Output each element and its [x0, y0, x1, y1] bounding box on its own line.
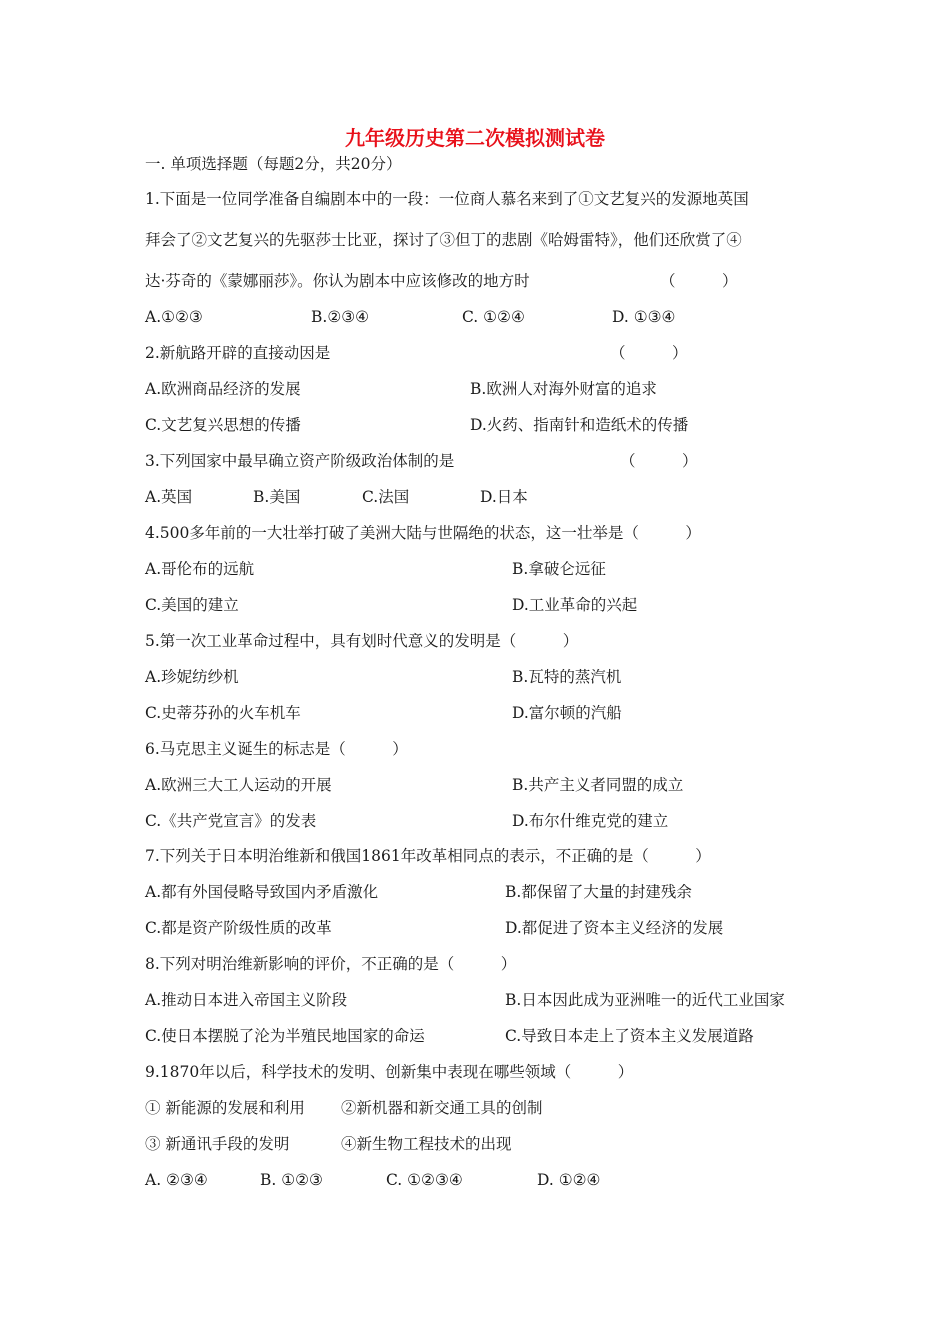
- question-stem: 6.马克思主义诞生的标志是（ ）: [145, 740, 408, 758]
- question-stem: 4.500多年前的一大壮举打破了美洲大陆与世隔绝的状态，这一壮举是（ ）: [145, 524, 701, 542]
- statement-item: ④新生物工程技术的出现: [341, 1135, 512, 1153]
- option-d: C.导致日本走上了资本主义发展道路: [505, 1027, 754, 1045]
- option-a: A.①②③: [145, 308, 203, 326]
- option-c: C. ①②③④: [386, 1171, 463, 1189]
- option-d: D.火药、指南针和造纸术的传播: [470, 416, 689, 434]
- question-stem: 拜会了②文艺复兴的先驱莎士比亚，探讨了③但丁的悲剧《哈姆雷特》，他们还欣赏了④: [145, 231, 742, 249]
- option-b: B.瓦特的蒸汽机: [512, 668, 622, 686]
- option-c: C.美国的建立: [145, 596, 239, 614]
- statement-item: ②新机器和新交通工具的创制: [341, 1099, 543, 1117]
- option-d: D. ①②④: [537, 1171, 601, 1189]
- option-a: A.欧洲商品经济的发展: [145, 380, 301, 398]
- option-c: C.史蒂芬孙的火车机车: [145, 704, 301, 722]
- question-stem: 8.下列对明治维新影响的评价，不正确的是（ ）: [145, 955, 517, 973]
- option-b: B. ①②③: [260, 1171, 323, 1189]
- section-heading: 一. 单项选择题（每题2分，共20分）: [145, 155, 402, 173]
- option-c: C.都是资产阶级性质的改革: [145, 919, 332, 937]
- option-c: C.使日本摆脱了沦为半殖民地国家的命运: [145, 1027, 425, 1045]
- answer-bracket: （ ）: [620, 452, 698, 470]
- option-a: A.推动日本进入帝国主义阶段: [145, 991, 348, 1009]
- option-d: D.富尔顿的汽船: [512, 704, 622, 722]
- question-stem: 3.下列国家中最早确立资产阶级政治体制的是: [145, 452, 455, 470]
- question-stem: 2.新航路开辟的直接动因是: [145, 344, 331, 362]
- statement-item: ③ 新通讯手段的发明: [145, 1135, 290, 1153]
- statement-item: ① 新能源的发展和利用: [145, 1099, 305, 1117]
- option-a: A. ②③④: [145, 1171, 208, 1189]
- option-c: C.文艺复兴思想的传播: [145, 416, 301, 434]
- option-b: B.日本因此成为亚洲唯一的近代工业国家: [505, 991, 785, 1009]
- option-b: B.拿破仑远征: [512, 560, 606, 578]
- option-c: C.法国: [362, 488, 410, 506]
- option-c: C. ①②④: [462, 308, 525, 326]
- answer-bracket: （ ）: [660, 272, 738, 290]
- option-d: D.日本: [480, 488, 528, 506]
- option-b: B.②③④: [311, 308, 370, 326]
- option-c: C.《共产党宣言》的发表: [145, 812, 317, 830]
- option-a: A.英国: [145, 488, 193, 506]
- question-stem: 1.下面是一位同学准备自编剧本中的一段：一位商人慕名来到了①文艺复兴的发源地英国: [145, 190, 749, 208]
- question-stem: 7.下列关于日本明治维新和俄国1861年改革相同点的表示，不正确的是（ ）: [145, 847, 711, 865]
- question-stem: 9.1870年以后，科学技术的发明、创新集中表现在哪些领域（ ）: [145, 1063, 634, 1081]
- option-a: A.都有外国侵略导致国内矛盾激化: [145, 883, 379, 901]
- question-stem: 达·芬奇的《蒙娜丽莎》。你认为剧本中应该修改的地方时: [145, 272, 530, 290]
- option-b: B.都保留了大量的封建残余: [505, 883, 692, 901]
- option-d: D.布尔什维克党的建立: [512, 812, 669, 830]
- option-b: B.欧洲人对海外财富的追求: [470, 380, 657, 398]
- option-b: B.共产主义者同盟的成立: [512, 776, 684, 794]
- option-d: D. ①③④: [612, 308, 676, 326]
- question-stem: 5.第一次工业革命过程中，具有划时代意义的发明是（ ）: [145, 632, 579, 650]
- option-a: A.欧洲三大工人运动的开展: [145, 776, 332, 794]
- option-d: D.工业革命的兴起: [512, 596, 638, 614]
- option-d: D.都促进了资本主义经济的发展: [505, 919, 724, 937]
- answer-bracket: （ ）: [610, 344, 688, 362]
- option-b: B.美国: [253, 488, 301, 506]
- option-a: A.珍妮纺纱机: [145, 668, 239, 686]
- option-a: A.哥伦布的远航: [145, 560, 255, 578]
- exam-title: 九年级历史第二次模拟测试卷: [345, 126, 605, 150]
